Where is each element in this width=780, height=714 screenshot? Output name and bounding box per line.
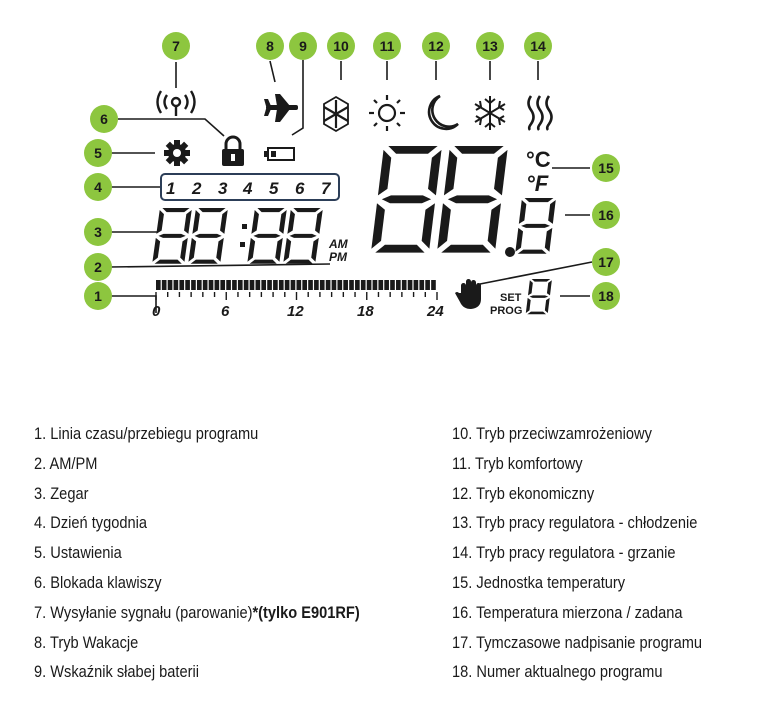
legend-right-column (452, 419, 702, 687)
timeline-segment (197, 280, 202, 290)
timeline-segment (203, 280, 208, 290)
timeline-segment (425, 280, 430, 290)
callout-number-4: 4 (94, 179, 102, 195)
legend-item-15: 15. Jednostka temperatury (452, 572, 626, 592)
day-1: 1 (166, 179, 176, 198)
day-7: 7 (321, 179, 331, 198)
timeline-segment (402, 280, 407, 290)
timeline-segment (431, 280, 436, 290)
timeline-tick-24: 24 (427, 303, 444, 320)
timeline-segment (355, 280, 360, 290)
frost-icon (324, 97, 348, 131)
timeline-segment (174, 280, 179, 290)
timeline-segment (185, 280, 190, 290)
legend-item-9: 9. Wskaźnik słabej baterii (34, 662, 199, 682)
legend-item-18: 18. Numer aktualnego programu (452, 662, 663, 682)
timeline-segment (179, 280, 184, 290)
lock-icon (222, 137, 244, 166)
callout-number-5: 5 (94, 145, 102, 161)
callout-number-10: 10 (333, 38, 349, 54)
timeline-segment (215, 280, 220, 290)
timeline-segment (384, 280, 389, 290)
airplane-icon (264, 94, 298, 122)
legend-item-4: 4. Dzień tygodnia (34, 513, 147, 533)
legend-left-column (34, 419, 360, 687)
legend-item-8: 8. Tryb Wakacje (34, 632, 139, 652)
timeline-segment (302, 280, 307, 290)
sun-icon (369, 95, 405, 131)
legend-item-17: 17. Tymczasowe nadpisanie programu (452, 632, 703, 652)
timeline-segment (326, 280, 331, 290)
timeline-segment (285, 280, 290, 290)
callout-number-15: 15 (598, 160, 614, 176)
callout-number-18: 18 (598, 288, 614, 304)
prog-label: PROG (490, 305, 523, 317)
callout-number-3: 3 (94, 224, 102, 240)
timeline-segment (232, 280, 237, 290)
timeline-segment (378, 280, 383, 290)
hand-icon (455, 279, 481, 309)
timeline-segment (349, 280, 354, 290)
timeline-segment (320, 280, 325, 290)
legend-item-11: 11. Tryb komfortowy (452, 453, 583, 473)
timeline-segment (209, 280, 214, 290)
moon-icon (429, 96, 458, 129)
signal-icon (158, 91, 195, 116)
unit-fahrenheit: °F (526, 171, 549, 196)
legend-item-13: 13. Tryb pracy regulatora - chłodzenie (452, 513, 698, 533)
callout-number-16: 16 (598, 207, 614, 223)
day-4: 4 (243, 179, 253, 198)
clock-display (152, 208, 323, 264)
callout-number-8: 8 (266, 38, 274, 54)
timeline-segment (390, 280, 395, 290)
am-label: AM (329, 237, 348, 251)
timeline-segment (250, 280, 255, 290)
timeline-segment (273, 280, 278, 290)
timeline-segment (256, 280, 261, 290)
timeline-tick-6: 6 (221, 303, 230, 320)
timeline-segment (267, 280, 272, 290)
legend-item-6: 6. Blokada klawiszy (34, 572, 162, 592)
callout-number-17: 17 (598, 254, 614, 270)
callout-number-14: 14 (530, 38, 546, 54)
timeline-segment (367, 280, 372, 290)
day-3: 3 (218, 179, 228, 198)
timeline-segment (261, 280, 266, 290)
pm-label: PM (329, 250, 347, 264)
timeline-segment (156, 280, 161, 290)
timeline-segment (226, 280, 231, 290)
callout-number-11: 11 (379, 38, 395, 54)
gear-icon (164, 140, 190, 166)
timeline-segment (408, 280, 413, 290)
timeline-segment (238, 280, 243, 290)
timeline-segment (373, 280, 378, 290)
timeline-segment (220, 280, 225, 290)
timeline-segment (343, 280, 348, 290)
timeline-segment (191, 280, 196, 290)
timeline-segment (308, 280, 313, 290)
timeline-tick-12: 12 (287, 303, 304, 320)
heat-icon (529, 96, 552, 130)
timeline-segment (162, 280, 167, 290)
timeline-segment (419, 280, 424, 290)
callout-number-13: 13 (482, 38, 498, 54)
timeline-segment (279, 280, 284, 290)
legend-item-2: 2. AM/PM (34, 453, 98, 473)
callout-number-12: 12 (428, 38, 444, 54)
legend-item-14: 14. Tryb pracy regulatora - grzanie (452, 543, 676, 563)
program-number-display (526, 279, 552, 314)
legend-item-16: 16. Temperatura mierzona / zadana (452, 602, 683, 622)
legend-item-12: 12. Tryb ekonomiczny (452, 483, 595, 503)
legend-item-1: 1. Linia czasu/przebiegu programu (34, 424, 259, 443)
legend-item-10: 10. Tryb przeciwzamrożeniowy (452, 424, 652, 443)
legend-item-7-text: 7. Wysyłanie sygnału (parowanie) (34, 602, 253, 622)
callout-number-6: 6 (100, 111, 108, 127)
callout-number-9: 9 (299, 38, 307, 54)
timeline-tick-18: 18 (357, 303, 374, 320)
timeline-segment (414, 280, 419, 290)
timeline-segment (314, 280, 319, 290)
timeline-segment (168, 280, 173, 290)
timeline-segment (396, 280, 401, 290)
day-5: 5 (269, 179, 279, 198)
leader-lines (110, 60, 592, 313)
timeline-segment (332, 280, 337, 290)
timeline-segment (244, 280, 249, 290)
callout-number-2: 2 (94, 259, 102, 275)
timeline-segment (361, 280, 366, 290)
callout-number-7: 7 (172, 38, 180, 54)
legend-item-7 (34, 598, 360, 628)
callout-number-1: 1 (94, 288, 102, 304)
timeline-bar (156, 280, 436, 290)
day-6: 6 (295, 179, 305, 198)
legend-item-3: 3. Zegar (34, 483, 89, 503)
legend-item-7-note: *(tylko E901RF) (252, 602, 360, 622)
timeline-segment (291, 280, 296, 290)
set-label: SET (500, 292, 522, 304)
legend-item-5: 5. Ustawienia (34, 543, 122, 563)
timeline-segment (297, 280, 302, 290)
day-2: 2 (192, 179, 202, 198)
snowflake-icon (475, 96, 505, 130)
timeline-segment (337, 280, 342, 290)
timeline-tick-0: 0 (152, 303, 161, 320)
battery-icon (264, 148, 294, 160)
unit-celsius: °C (526, 147, 551, 172)
